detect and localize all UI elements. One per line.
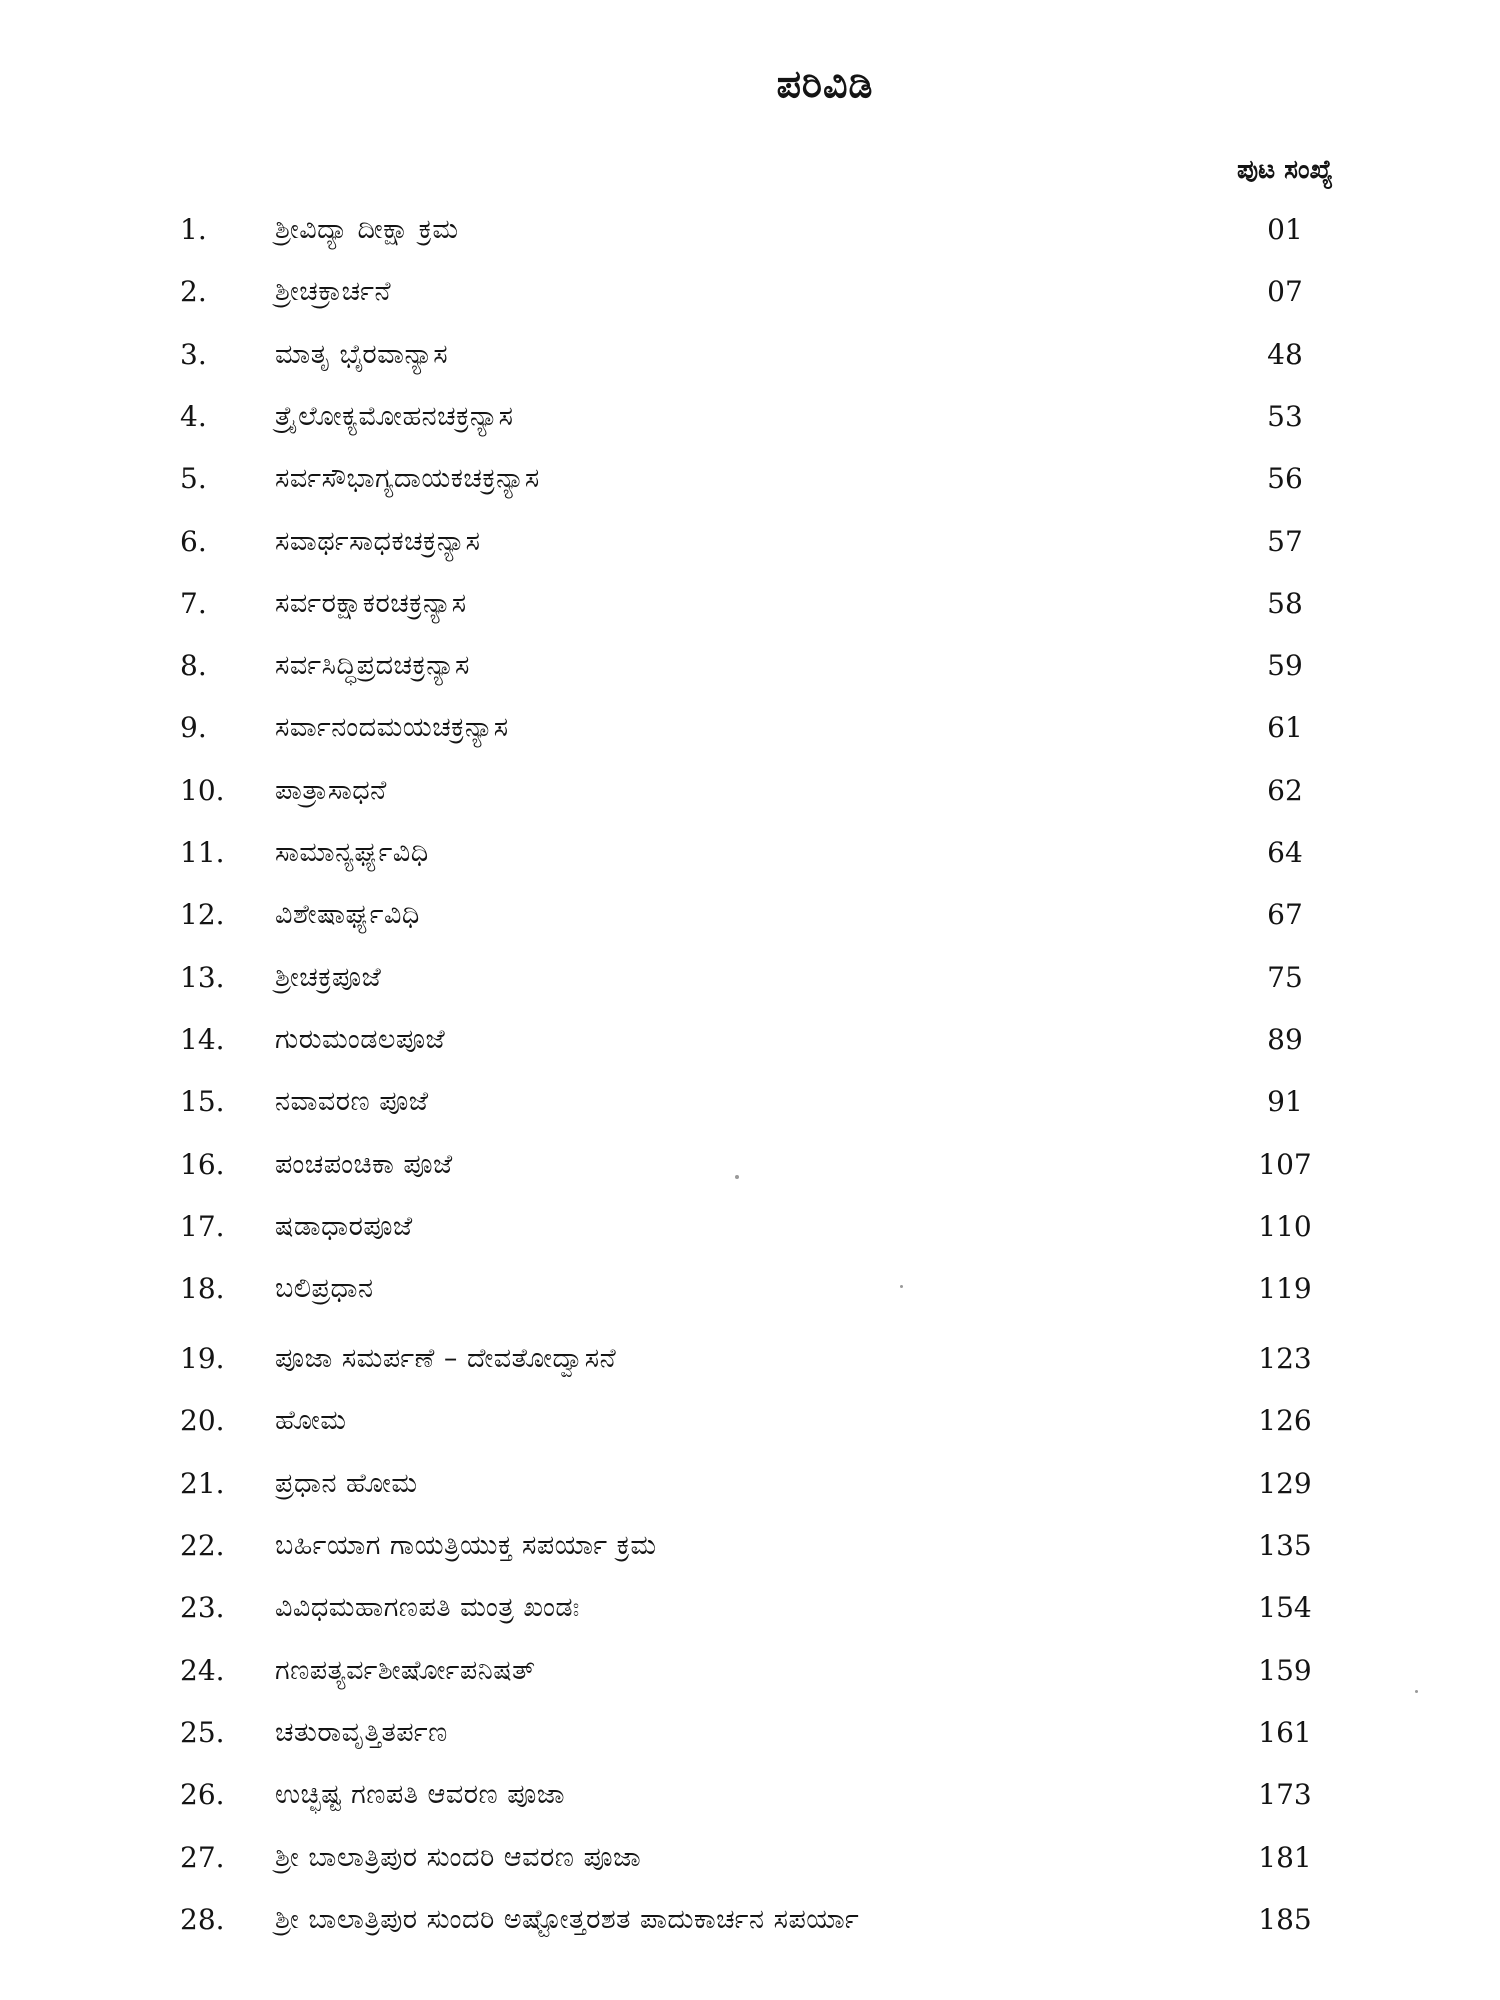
- toc-entry-number: 1.: [180, 213, 207, 246]
- toc-entry-title: ಶ್ರೀ ಬಾಲಾತ್ರಿಪುರ ಸುಂದರಿ ಆವರಣ ಪೂಜಾ: [275, 1841, 642, 1873]
- toc-entry-page-number: 57: [1267, 524, 1303, 558]
- toc-entry-page-number: 154: [1258, 1591, 1312, 1625]
- toc-entry-title: ಶ್ರೀ ಬಾಲಾತ್ರಿಪುರ ಸುಂದರಿ ಅಷ್ಟೋತ್ತರಶತ ಪಾದುಕಾರ್ಚನ ಸಪರ್ಯಾ: [275, 1903, 860, 1935]
- toc-entry-number: 20.: [180, 1404, 225, 1438]
- toc-entry-page-number: 67: [1267, 898, 1303, 932]
- toc-entry-number: 15.: [180, 1085, 225, 1119]
- toc-entry-page-number: 135: [1258, 1529, 1312, 1562]
- toc-entry-title: ಗಣಪತ್ಯರ್ವಶೀರ್ಷೋಪನಿಷತ್: [275, 1654, 536, 1686]
- toc-entry-number: 11.: [180, 836, 225, 869]
- toc-entry-number: 26.: [180, 1778, 225, 1812]
- toc-entry-page-number: 159: [1258, 1653, 1312, 1687]
- toc-entry-page-number: 181: [1258, 1840, 1312, 1874]
- toc-entry: [0, 1269, 1500, 1331]
- toc-entry-title: ಚತುರಾವೃತ್ತಿತರ್ಪಣ: [275, 1716, 448, 1748]
- toc-entry-title: ಸರ್ವಸೌಭಾಗ್ಯದಾಯಕಚಕ್ರನ್ಯಾಸ: [275, 463, 540, 495]
- toc-entry: [0, 646, 1500, 708]
- toc-entry: [0, 335, 1500, 397]
- toc-entry-number: 24.: [180, 1653, 225, 1687]
- toc-entry-number: 13.: [180, 960, 225, 994]
- toc-entry-page-number: 56: [1267, 462, 1303, 496]
- toc-entry-number: 17.: [180, 1209, 225, 1243]
- toc-entry-page-number: 75: [1267, 960, 1303, 994]
- toc-entry-number: 21.: [180, 1466, 225, 1500]
- toc-entry: [0, 771, 1500, 833]
- toc-entry-number: 27.: [180, 1840, 225, 1874]
- toc-entry-title: ತ್ರೈಲೋಕ್ಯಮೋಹನಚಕ್ರನ್ಯಾಸ: [275, 400, 514, 432]
- toc-entry: [0, 708, 1500, 770]
- toc-entry-title: ಬರ್ಹಿಯಾಗ ಗಾಯತ್ರಿಯುಕ್ತ ಸಪರ್ಯಾ ಕ್ರಮ: [275, 1530, 657, 1561]
- toc-entry: [0, 1526, 1500, 1588]
- toc-entry-title: ಪಂಚಪಂಚಿಕಾ ಪೂಜೆ: [275, 1148, 453, 1180]
- toc-entry-title: ಪೂಜಾ ಸಮರ್ಪಣೆ – ದೇವತೋದ್ವಾಸನೆ: [275, 1343, 617, 1375]
- toc-entry-page-number: 59: [1267, 649, 1303, 683]
- toc-entry-number: 22.: [180, 1529, 225, 1562]
- toc-entry-title: ವಿಶೇಷಾರ್ಘ್ಯವಿಧಿ: [275, 899, 420, 931]
- toc-entry: [0, 1207, 1500, 1269]
- toc-entry: [0, 1838, 1500, 1900]
- toc-entry-number: 5.: [180, 462, 207, 496]
- toc-entry: [0, 1775, 1500, 1837]
- toc-entry: [0, 459, 1500, 521]
- toc-entry-title: ಉಚ್ಛಿಷ್ಟ ಗಣಪತಿ ಆವರಣ ಪೂಜಾ: [275, 1779, 565, 1811]
- toc-entry-title: ಬಲಿಪ್ರಧಾನ: [275, 1273, 374, 1305]
- toc-entry-page-number: 89: [1267, 1022, 1303, 1056]
- toc-entry-page-number: 119: [1258, 1272, 1312, 1306]
- toc-entry-page-number: 01: [1267, 213, 1303, 246]
- toc-entry-number: 9.: [180, 711, 207, 745]
- toc-entry: [0, 1900, 1500, 1962]
- toc-entry-title: ಸರ್ವರಕ್ಷಾಕರಚಕ್ರನ್ಯಾಸ: [275, 587, 467, 619]
- toc-entry-title: ಶ್ರೀವಿದ್ಯಾ ದೀಕ್ಷಾ ಕ್ರಮ: [275, 214, 459, 245]
- toc-entry: [0, 1464, 1500, 1526]
- page-title: ಪರಿವಿಡಿ: [776, 62, 874, 106]
- toc-entry-page-number: 91: [1267, 1085, 1303, 1119]
- toc-entry: [0, 958, 1500, 1020]
- toc-entry-number: 14.: [180, 1022, 225, 1056]
- toc-entry-title: ಸರ್ವಸಿದ್ಧಿಪ್ರದಚಕ್ರನ್ಯಾಸ: [275, 650, 470, 682]
- toc-entry-page-number: 110: [1258, 1209, 1312, 1243]
- toc-entry: [0, 1145, 1500, 1207]
- toc-entry-title: ಪಾತ್ರಾಸಾಧನೆ: [275, 774, 387, 806]
- toc-entry-page-number: 173: [1258, 1778, 1312, 1812]
- toc-entry-number: 2.: [180, 275, 207, 309]
- toc-entry: [0, 895, 1500, 957]
- scan-speck: [900, 1285, 903, 1288]
- toc-entry: [0, 1020, 1500, 1082]
- toc-entry-number: 12.: [180, 898, 225, 932]
- toc-entry-page-number: 64: [1267, 836, 1303, 869]
- toc-entry-number: 28.: [180, 1902, 225, 1936]
- toc-entry-number: 16.: [180, 1147, 225, 1181]
- toc-entry-title: ವಿವಿಧಮಹಾಗಣಪತಿ ಮಂತ್ರ ಖಂಡಃ: [275, 1592, 580, 1624]
- toc-entry-number: 18.: [180, 1272, 225, 1306]
- toc-entry: [0, 272, 1500, 334]
- toc-entry: [0, 397, 1500, 459]
- toc-entry-number: 3.: [180, 337, 207, 371]
- toc-entry-number: 25.: [180, 1715, 225, 1749]
- toc-entry-title: ಶ್ರೀಚಕ್ರಪೂಜೆ: [275, 961, 382, 993]
- toc-entry: [0, 833, 1500, 895]
- toc-entry: [0, 1651, 1500, 1713]
- scan-speck: [735, 1175, 739, 1179]
- toc-entry: [0, 210, 1500, 272]
- toc-entry-title: ಸಾಮಾನ್ಯರ್ಘ್ಯವಿಧಿ: [275, 837, 429, 868]
- scan-speck: [1415, 1690, 1418, 1693]
- toc-entry-title: ಮಾತೃ ಭೈರವಾನ್ಯಾಸ: [275, 338, 449, 370]
- toc-entry: [0, 1588, 1500, 1650]
- toc-entry-number: 7.: [180, 586, 207, 620]
- toc-entry-number: 6.: [180, 524, 207, 558]
- toc-entry-number: 10.: [180, 773, 225, 807]
- toc-entry-page-number: 161: [1258, 1715, 1312, 1749]
- toc-entry: [0, 522, 1500, 584]
- toc-entry-title: ಪ್ರಧಾನ ಹೋಮ: [275, 1467, 418, 1499]
- toc-entry-number: 19.: [180, 1342, 225, 1376]
- toc-entry-page-number: 07: [1267, 275, 1303, 309]
- toc-entry-title: ನವಾವರಣ ಪೂಜೆ: [275, 1086, 429, 1118]
- toc-entry-title: ಗುರುಮಂಡಲಪೂಜೆ: [275, 1023, 446, 1055]
- toc-entry-title: ಶ್ರೀಚಕ್ರಾರ್ಚನೆ: [275, 276, 392, 308]
- toc-entry-page-number: 129: [1258, 1466, 1312, 1500]
- toc-entry: [0, 584, 1500, 646]
- toc-entry-page-number: 123: [1258, 1342, 1312, 1376]
- toc-entry-page-number: 61: [1267, 711, 1303, 745]
- toc-entry-page-number: 62: [1267, 773, 1303, 807]
- toc-entry-page-number: 185: [1258, 1902, 1312, 1936]
- toc-entry-page-number: 48: [1267, 337, 1303, 371]
- toc-entry-page-number: 107: [1258, 1147, 1312, 1181]
- toc-entry: [0, 1082, 1500, 1144]
- toc-entry-page-number: 53: [1267, 399, 1303, 433]
- toc-entry: [0, 1339, 1500, 1401]
- toc-entry-title: ಷಡಾಧಾರಪೂಜೆ: [275, 1210, 413, 1242]
- toc-entry-page-number: 126: [1258, 1404, 1312, 1438]
- toc-entry-title: ಹೋಮ: [275, 1405, 347, 1437]
- toc-entry-page-number: 58: [1267, 586, 1303, 620]
- toc-entry: [0, 1401, 1500, 1463]
- toc-entry-title: ಸವಾರ್ಥಸಾಧಕಚಕ್ರನ್ಯಾಸ: [275, 525, 481, 557]
- toc-entry-number: 4.: [180, 399, 207, 433]
- toc-entry-number: 23.: [180, 1591, 225, 1625]
- page-number-column-header: ಪುಟ ಸಂಖ್ಯೆ: [1236, 155, 1334, 185]
- toc-entry: [0, 1713, 1500, 1775]
- toc-entry-number: 8.: [180, 649, 207, 683]
- toc-entry-title: ಸರ್ವಾನಂದಮಯಚಕ್ರನ್ಯಾಸ: [275, 712, 509, 744]
